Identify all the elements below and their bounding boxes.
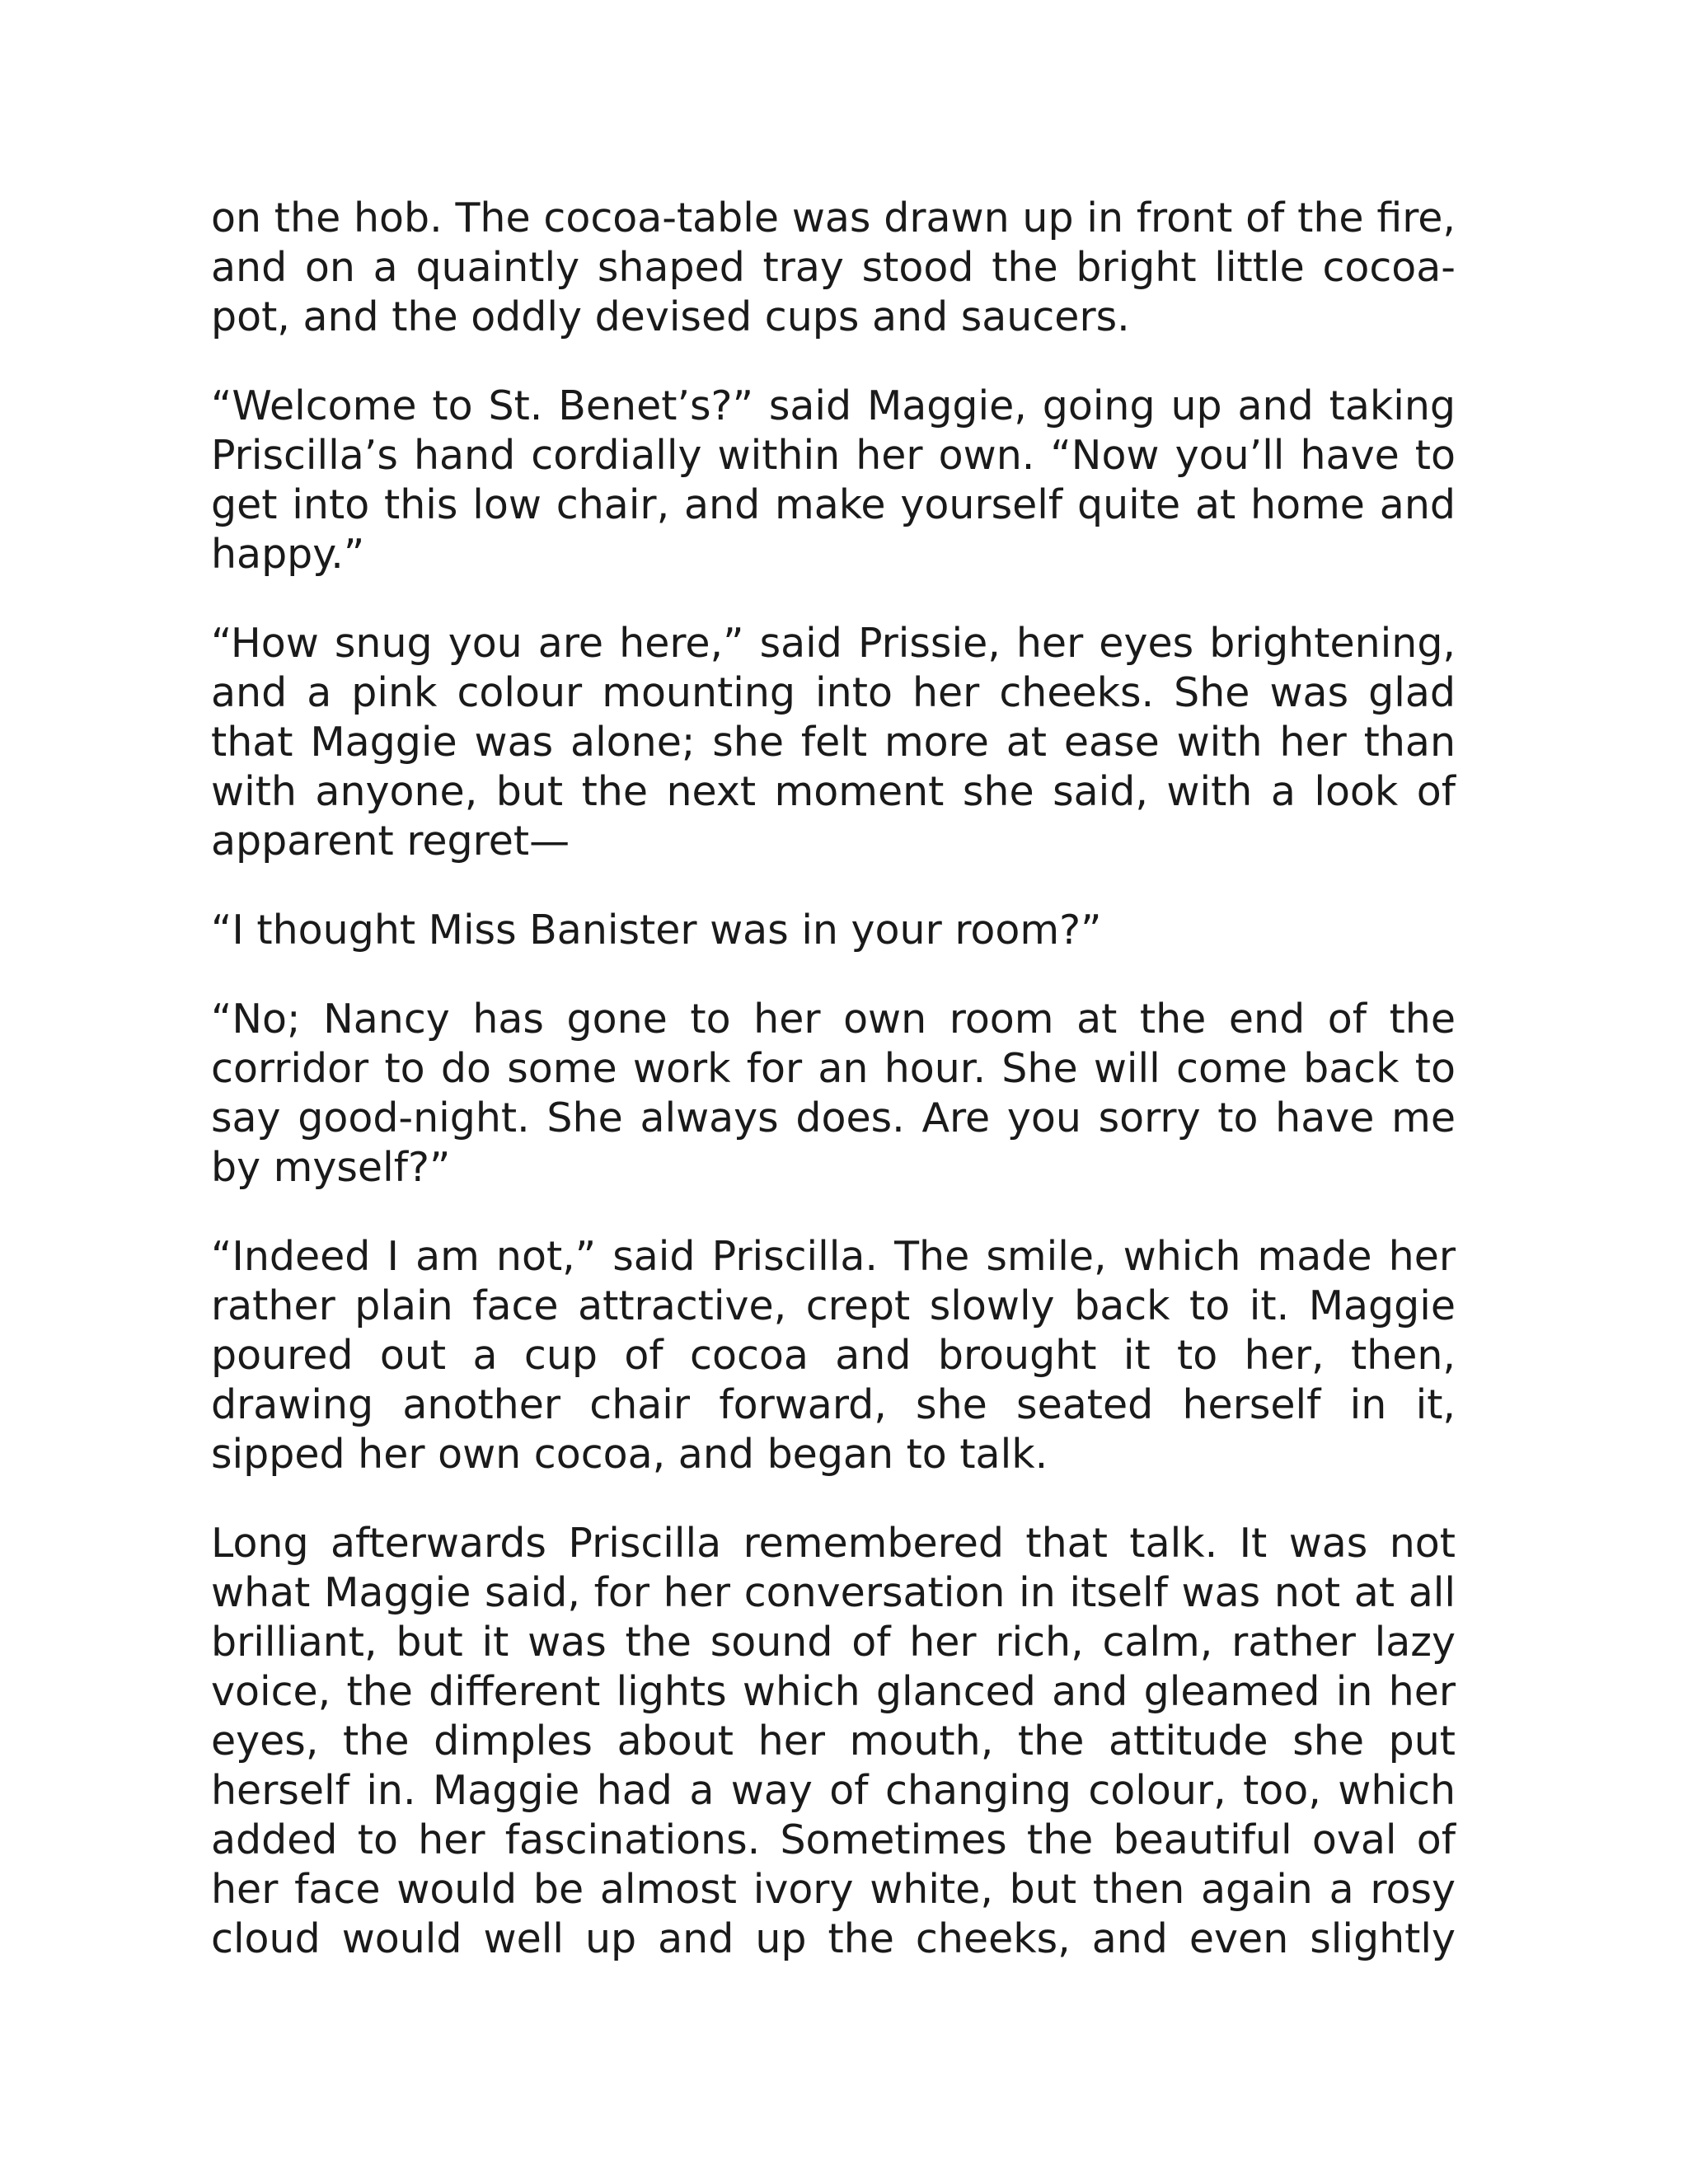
paragraph-6: “Indeed I am not,” said Priscilla. The smile, which made her rather plain face attractive, crept slowly back to it. Maggie poured out a cup of cocoa and brought it to her, then, drawing another chair forward, she seated herself in it, sipped her own cocoa, and began to talk.	[211, 1233, 1456, 1478]
paragraph-4: “I thought Miss Banister was in your room?”	[211, 907, 1102, 954]
paragraph-3: “How snug you are here,” said Prissie, her eyes brightening, and a pink colour mounting into her cheeks. She was glad that Maggie was alone; she felt more at ease with her than with anyone, but the next moment she said, with a look of apparent regret—	[211, 620, 1456, 865]
page-body	[211, 194, 1456, 1964]
paragraph-1: on the hob. The cocoa-table was drawn up in front of the fire, and on a quaintly shaped tray stood the bright little cocoa-pot, and the oddly devised cups and saucers.	[211, 194, 1456, 340]
paragraph-7: Long afterwards Priscilla remembered that talk. It was not what Maggie said, for her conversation in itself was not at all brilliant, but it was the sound of her rich, calm, rather lazy voice, the different lights which glanced and gleamed in her eyes, the dimples about her mouth, the attitude she put herself in. Maggie had a way of changing colour, too, which added to her fascinations. Sometimes the beautiful oval of her face would be almost ivory white, but then again a rosy cloud would well up and up the cheeks, and even slightly	[211, 1520, 1456, 1962]
paragraph-2: “Welcome to St. Benet’s?” said Maggie, going up and taking Priscilla’s hand cordially within her own. “Now you’ll have to get into this low chair, and make yourself quite at home and happy.”	[211, 382, 1456, 578]
paragraph-5: “No; Nancy has gone to her own room at the end of the corridor to do some work for an hour. She will come back to say good-night. She always does. Are you sorry to have me by myself?”	[211, 996, 1456, 1191]
